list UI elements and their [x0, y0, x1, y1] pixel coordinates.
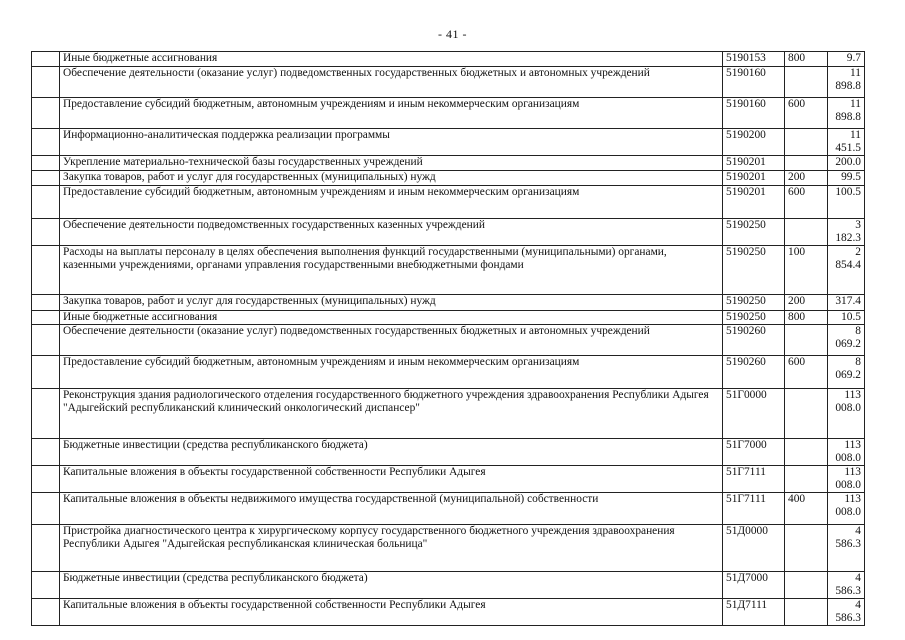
row-classification-code: 51Г7111: [723, 466, 785, 493]
row-classification-code: 51Г7111: [723, 493, 785, 525]
row-description: Обеспечение деятельности (оказание услуг) подведомственных государственных бюджетных и автономных учреждений: [60, 325, 723, 356]
row-description: Информационно-аналитическая поддержка реализации программы: [60, 129, 723, 156]
row-amount: 317.4: [828, 295, 865, 311]
row-index-cell: [32, 67, 60, 98]
table-row: [32, 219, 865, 246]
row-classification-code: 5190200: [723, 129, 785, 156]
row-amount: 200.0: [828, 156, 865, 171]
row-amount: 4 586.3: [828, 599, 865, 626]
row-classification-code: 5190201: [723, 186, 785, 219]
row-index-cell: [32, 599, 60, 626]
row-description: Обеспечение деятельности подведомственных государственных казенных учреждений: [60, 219, 723, 246]
row-expense-type: 200: [785, 295, 828, 311]
row-amount: 113 008.0: [828, 439, 865, 466]
row-index-cell: [32, 246, 60, 295]
row-amount: 3 182.3: [828, 219, 865, 246]
row-classification-code: 51Д0000: [723, 525, 785, 572]
row-description: Закупка товаров, работ и услуг для государственных (муниципальных) нужд: [60, 295, 723, 311]
row-index-cell: [32, 219, 60, 246]
row-index-cell: [32, 325, 60, 356]
row-index-cell: [32, 493, 60, 525]
row-expense-type: [785, 439, 828, 466]
row-amount: 4 586.3: [828, 572, 865, 599]
row-classification-code: 51Г0000: [723, 389, 785, 439]
table-row: [32, 129, 865, 156]
table-row: [32, 156, 865, 171]
table-row: [32, 466, 865, 493]
row-index-cell: [32, 186, 60, 219]
table-row: [32, 356, 865, 389]
table-row: [32, 599, 865, 626]
row-expense-type: [785, 219, 828, 246]
row-description: Капитальные вложения в объекты государственной собственности Республики Адыгея: [60, 599, 723, 626]
table-row: [32, 389, 865, 439]
row-expense-type: 200: [785, 171, 828, 186]
row-description: Капитальные вложения в объекты государственной собственности Республики Адыгея: [60, 466, 723, 493]
row-description: Предоставление субсидий бюджетным, автономным учреждениям и иным некоммерческим организациям: [60, 98, 723, 129]
row-amount: 11 898.8: [828, 98, 865, 129]
row-description: Закупка товаров, работ и услуг для государственных (муниципальных) нужд: [60, 171, 723, 186]
row-index-cell: [32, 466, 60, 493]
table-row: [32, 171, 865, 186]
row-index-cell: [32, 311, 60, 325]
row-expense-type: [785, 325, 828, 356]
row-description: Реконструкция здания радиологического отделения государственного бюджетного учреждения здравоохранения Республики Адыгея "Адыгейский республиканский клинический онкологический диспансер": [60, 389, 723, 439]
row-expense-type: 600: [785, 356, 828, 389]
row-expense-type: [785, 67, 828, 98]
row-classification-code: 5190160: [723, 67, 785, 98]
row-description: Предоставление субсидий бюджетным, автономным учреждениям и иным некоммерческим организациям: [60, 356, 723, 389]
row-expense-type: 400: [785, 493, 828, 525]
table-row: [32, 98, 865, 129]
row-description: Укрепление материально-технической базы государственных учреждений: [60, 156, 723, 171]
row-index-cell: [32, 156, 60, 171]
row-amount: 113 008.0: [828, 493, 865, 525]
row-description: Иные бюджетные ассигнования: [60, 311, 723, 325]
row-description: Бюджетные инвестиции (средства республиканского бюджета): [60, 572, 723, 599]
row-expense-type: 100: [785, 246, 828, 295]
row-description: Предоставление субсидий бюджетным, автономным учреждениям и иным некоммерческим организациям: [60, 186, 723, 219]
row-expense-type: [785, 129, 828, 156]
budget-table-body: [32, 52, 865, 626]
table-row: [32, 67, 865, 98]
row-amount: 2 854.4: [828, 246, 865, 295]
row-classification-code: 5190201: [723, 171, 785, 186]
row-expense-type: 800: [785, 52, 828, 67]
row-index-cell: [32, 356, 60, 389]
row-classification-code: 5190153: [723, 52, 785, 67]
row-expense-type: [785, 572, 828, 599]
row-classification-code: 51Д7000: [723, 572, 785, 599]
row-description: Капитальные вложения в объекты недвижимого имущества государственной (муниципальной) собственности: [60, 493, 723, 525]
row-index-cell: [32, 98, 60, 129]
row-expense-type: 800: [785, 311, 828, 325]
row-classification-code: 5190201: [723, 156, 785, 171]
budget-table: [31, 51, 865, 626]
row-amount: 4 586.3: [828, 525, 865, 572]
row-description: Бюджетные инвестиции (средства республиканского бюджета): [60, 439, 723, 466]
row-classification-code: 5190160: [723, 98, 785, 129]
table-row: [32, 311, 865, 325]
row-expense-type: 600: [785, 98, 828, 129]
row-classification-code: 5190250: [723, 295, 785, 311]
table-row: [32, 493, 865, 525]
row-description: Обеспечение деятельности (оказание услуг) подведомственных государственных бюджетных и автономных учреждений: [60, 67, 723, 98]
row-classification-code: 5190250: [723, 219, 785, 246]
table-row: [32, 186, 865, 219]
row-amount: 8 069.2: [828, 356, 865, 389]
row-index-cell: [32, 171, 60, 186]
row-index-cell: [32, 572, 60, 599]
row-classification-code: 5190260: [723, 325, 785, 356]
row-index-cell: [32, 389, 60, 439]
row-amount: 10.5: [828, 311, 865, 325]
row-index-cell: [32, 525, 60, 572]
page-number: - 41 -: [438, 27, 467, 41]
row-amount: 113 008.0: [828, 466, 865, 493]
row-index-cell: [32, 52, 60, 67]
table-row: [32, 52, 865, 67]
row-amount: 100.5: [828, 186, 865, 219]
row-index-cell: [32, 129, 60, 156]
row-expense-type: 600: [785, 186, 828, 219]
row-description: Пристройка диагностического центра к хирургическому корпусу государственного бюджетного учреждения здравоохранения Республики Адыгея "Адыгейская республиканская клиническая больница": [60, 525, 723, 572]
row-description: Расходы на выплаты персоналу в целях обеспечения выполнения функций государственными (муниципальными) органами, казенными учреждениями, органами управления государственными внебюджетными фондами: [60, 246, 723, 295]
table-row: [32, 439, 865, 466]
row-amount: 113 008.0: [828, 389, 865, 439]
row-expense-type: [785, 525, 828, 572]
row-expense-type: [785, 466, 828, 493]
row-expense-type: [785, 389, 828, 439]
row-expense-type: [785, 599, 828, 626]
row-description: Иные бюджетные ассигнования: [60, 52, 723, 67]
row-classification-code: 51Д7111: [723, 599, 785, 626]
row-amount: 99.5: [828, 171, 865, 186]
table-row: [32, 295, 865, 311]
row-amount: 9.7: [828, 52, 865, 67]
table-row: [32, 572, 865, 599]
table-row: [32, 246, 865, 295]
row-classification-code: 51Г7000: [723, 439, 785, 466]
row-classification-code: 5190250: [723, 311, 785, 325]
table-row: [32, 325, 865, 356]
row-amount: 8 069.2: [828, 325, 865, 356]
row-amount: 11 898.8: [828, 67, 865, 98]
row-expense-type: [785, 156, 828, 171]
row-index-cell: [32, 439, 60, 466]
row-classification-code: 5190260: [723, 356, 785, 389]
table-row: [32, 525, 865, 572]
row-index-cell: [32, 295, 60, 311]
row-classification-code: 5190250: [723, 246, 785, 295]
row-amount: 11 451.5: [828, 129, 865, 156]
